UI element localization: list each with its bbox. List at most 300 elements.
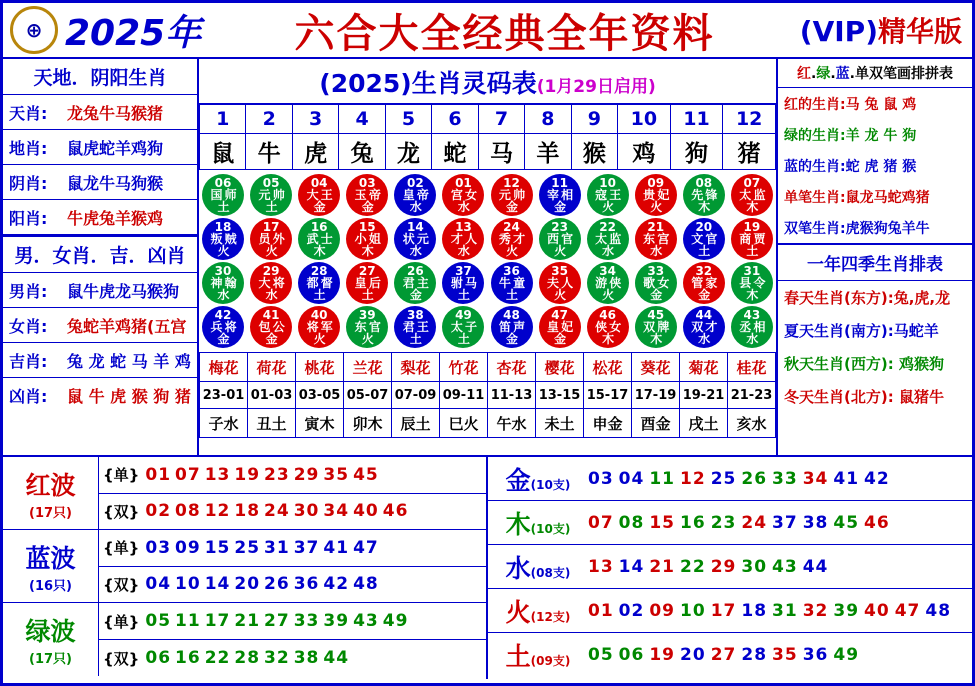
- row-label: 阴肖:: [9, 173, 48, 193]
- ball-number: 19: [743, 220, 761, 234]
- time-cell: 07-09: [392, 382, 440, 409]
- wave-name-cell: [3, 530, 99, 602]
- ball-word: 双 牌: [643, 320, 669, 334]
- element-row: [488, 457, 972, 501]
- ball-word: 笛 声: [498, 320, 525, 334]
- ball-number: 23: [551, 220, 568, 234]
- ganzhi-cell: 酉金: [632, 409, 680, 438]
- wave-table: [3, 457, 488, 679]
- ball-number: 12: [503, 176, 520, 190]
- number: 29: [293, 464, 320, 485]
- ball-word: 游 侠: [595, 276, 621, 290]
- number: 13: [204, 464, 231, 485]
- ball-word: 小 姐: [354, 232, 380, 246]
- number-ball[interactable]: [491, 306, 533, 348]
- number-ball[interactable]: [539, 306, 581, 348]
- row-label: 吉肖:: [9, 351, 48, 371]
- number: 26: [741, 468, 768, 489]
- row-value: 鼠龙马蛇鸡猪: [845, 189, 930, 206]
- number-ball[interactable]: [491, 262, 533, 304]
- number: 10: [680, 600, 706, 621]
- number: 02: [145, 501, 172, 522]
- row-label: 冬天生肖(北方): [784, 388, 888, 406]
- wave-lines: [99, 530, 486, 602]
- ball-number: 26: [406, 264, 424, 278]
- ball-word: 秀 才: [498, 232, 525, 246]
- number-ball[interactable]: [250, 218, 292, 260]
- ball-element: 金: [409, 288, 421, 302]
- number-ball[interactable]: [539, 174, 581, 216]
- element-numbers: [588, 601, 956, 621]
- season-title: 一年四季生肖排表: [778, 243, 972, 281]
- ball-number: 31: [743, 264, 761, 278]
- ball-word: 君 主: [402, 276, 428, 290]
- number: 34: [323, 501, 350, 522]
- number: 46: [864, 512, 890, 533]
- number-ball[interactable]: [394, 306, 436, 348]
- row-value: 马 兔 鼠 鸡: [845, 96, 917, 113]
- ball-word: 太 监: [595, 232, 621, 246]
- number: 36: [802, 645, 829, 665]
- number-ball[interactable]: [635, 218, 677, 260]
- number-ball[interactable]: [202, 174, 244, 216]
- number: 19: [649, 645, 676, 665]
- ganzhi-cell: 卯木: [344, 409, 392, 438]
- number-ball[interactable]: [539, 218, 581, 260]
- ball-element: 火: [217, 244, 229, 258]
- element-table: [488, 457, 972, 679]
- ball-element: 火: [313, 332, 325, 346]
- ball-number: 11: [551, 176, 568, 190]
- number: 48: [925, 600, 952, 621]
- center-title-sub: (1月29日启用): [536, 77, 656, 97]
- row-value: 虎猴狗兔羊牛: [845, 220, 930, 237]
- ball-word: 神 翰: [210, 276, 236, 290]
- number: 01: [588, 600, 614, 621]
- flower-row: [200, 353, 776, 382]
- number-ball[interactable]: [442, 218, 484, 260]
- page-title: 六合大全经典全年资料: [294, 10, 715, 57]
- ball-word: 东 宫: [643, 232, 669, 246]
- row-label: 地肖:: [9, 138, 48, 158]
- ball-number: 15: [358, 220, 376, 234]
- number: 05: [145, 611, 172, 631]
- number: 01: [145, 464, 172, 485]
- row-value: :兔,虎,龙: [887, 289, 951, 307]
- number: 43: [772, 556, 798, 577]
- ball-word: 皇 妃: [546, 320, 573, 334]
- ball-number: 10: [599, 176, 616, 190]
- number-ball[interactable]: [731, 306, 773, 348]
- ganzhi-cell: 申金: [584, 409, 632, 438]
- coin-icon: ⊕: [10, 6, 58, 54]
- wave-lines: [99, 603, 486, 676]
- parity-tag: {双}: [103, 649, 140, 668]
- number-ball[interactable]: [731, 174, 773, 216]
- ball-number: 41: [262, 308, 280, 322]
- ball-number: 34: [599, 264, 616, 278]
- number: 33: [772, 468, 798, 489]
- ball-word: 太 监: [739, 188, 765, 202]
- ball-word: 歌 女: [643, 276, 669, 290]
- column-number: 11: [670, 105, 723, 134]
- wave-name: 蓝波: [25, 543, 76, 573]
- number: 15: [649, 512, 676, 533]
- left-title-2: 男．女肖．吉．凶肖: [3, 235, 197, 273]
- element-count: (08支): [530, 565, 571, 580]
- wave-count: (17只): [29, 505, 72, 521]
- number-ball[interactable]: [346, 262, 388, 304]
- ball-number: 01: [455, 176, 472, 190]
- number-ball[interactable]: [683, 218, 725, 260]
- ball-element: 金: [265, 332, 277, 346]
- row-label: 春天生肖(东方): [784, 289, 888, 307]
- time-cell: 15-17: [584, 382, 632, 409]
- ball-word: 侠 女: [595, 320, 621, 334]
- number: 41: [833, 468, 860, 489]
- number: 25: [234, 537, 261, 558]
- number-ball[interactable]: [442, 306, 484, 348]
- number: 07: [588, 512, 614, 533]
- ball-word: 宫 女: [450, 188, 477, 202]
- number: 03: [145, 537, 172, 558]
- center-title-main: (2025)生肖灵码表: [319, 69, 537, 98]
- ball-word: 文 官: [691, 232, 717, 246]
- number-ball[interactable]: [587, 306, 629, 348]
- number-ball[interactable]: [298, 174, 340, 216]
- ball-element: 木: [746, 288, 758, 302]
- flower-cell: 葵花: [632, 353, 680, 382]
- number-ball[interactable]: [491, 218, 533, 260]
- ball-word: 太 子: [450, 320, 477, 334]
- ball-word: 员 外: [258, 232, 284, 246]
- column-zodiac: 猪: [723, 134, 776, 170]
- number-ball[interactable]: [250, 306, 292, 348]
- ball-element: 金: [505, 200, 517, 214]
- ball-word: 驸 马: [450, 276, 477, 290]
- ball-number: 32: [695, 264, 713, 278]
- row-label: 凶肖:: [9, 387, 48, 406]
- number: 37: [772, 512, 798, 533]
- ball-word: 元 帅: [258, 188, 284, 202]
- number-ball[interactable]: [442, 262, 484, 304]
- flower-cell: 梨花: [392, 353, 440, 382]
- season-row: [778, 314, 972, 347]
- ball-word: 才 人: [450, 232, 477, 246]
- number-ball[interactable]: [298, 306, 340, 348]
- wave-numbers: [145, 538, 382, 558]
- ball-row: [199, 174, 776, 216]
- ball-grid: [199, 170, 776, 352]
- wave-name: 红波: [25, 470, 76, 500]
- ball-number: 44: [695, 308, 713, 322]
- number: 35: [323, 464, 350, 485]
- row-value: : 鼠猪牛: [887, 388, 944, 406]
- wave-numbers: [145, 611, 412, 631]
- element-row: [488, 589, 972, 633]
- element-name: 水(08支): [505, 553, 571, 583]
- bottom-section: [3, 457, 972, 679]
- ball-number: 35: [551, 264, 568, 278]
- ball-element: 火: [554, 288, 566, 302]
- number-ball[interactable]: [635, 262, 677, 304]
- time-row: [200, 382, 776, 409]
- number-ball[interactable]: [202, 306, 244, 348]
- ball-element: 金: [313, 200, 325, 214]
- time-cell: 03-05: [296, 382, 344, 409]
- number: 38: [802, 512, 829, 533]
- left-row-2: [3, 378, 197, 413]
- column-number: 8: [525, 105, 571, 134]
- ball-word: 都 督: [306, 276, 332, 290]
- number: 41: [323, 537, 350, 558]
- ball-number: 29: [262, 264, 280, 278]
- number: 04: [145, 574, 172, 595]
- number: 24: [264, 501, 290, 522]
- ball-row: [199, 306, 776, 348]
- vip-suffix: 精华版: [877, 15, 962, 48]
- ball-number: 38: [406, 308, 424, 322]
- ball-number: 36: [503, 264, 520, 278]
- zodiac-row: [200, 134, 776, 170]
- ball-number: 06: [214, 176, 232, 190]
- ball-number: 16: [310, 220, 328, 234]
- number-ball[interactable]: [587, 174, 629, 216]
- column-zodiac: 龙: [385, 134, 431, 170]
- time-cell: 09-11: [440, 382, 488, 409]
- row-label: 单笔生肖:: [784, 189, 846, 206]
- number: 34: [802, 468, 829, 489]
- number: 39: [833, 600, 860, 621]
- number-ball[interactable]: [298, 218, 340, 260]
- wave-name-cell: [3, 457, 99, 529]
- ganzhi-cell: 午水: [488, 409, 536, 438]
- ball-word: 包 公: [258, 320, 284, 334]
- number-ball[interactable]: [346, 174, 388, 216]
- number: 23: [264, 464, 290, 485]
- number-ball[interactable]: [202, 218, 244, 260]
- number: 40: [353, 501, 379, 522]
- season-row: [778, 281, 972, 314]
- number: 11: [649, 468, 676, 489]
- right-column: [778, 59, 972, 455]
- ball-word: 国 师: [210, 188, 236, 202]
- wave-block: [3, 457, 486, 530]
- number: 21: [649, 556, 676, 577]
- row-value: 鼠 牛 虎 猴 狗 猪: [67, 387, 191, 406]
- number: 13: [588, 556, 614, 577]
- flower-cell: 兰花: [344, 353, 392, 382]
- ball-number: 05: [262, 176, 280, 190]
- column-zodiac: 兔: [339, 134, 385, 170]
- ball-element: 火: [505, 244, 517, 258]
- ball-number: 08: [695, 176, 713, 190]
- vip-badge: [800, 10, 962, 50]
- ball-element: 水: [409, 200, 421, 214]
- flower-cell: 竹花: [440, 353, 488, 382]
- number-ball[interactable]: [731, 218, 773, 260]
- element-row: [488, 545, 972, 589]
- number: 16: [680, 512, 706, 533]
- number: 25: [710, 468, 737, 489]
- time-cell: 13-15: [536, 382, 584, 409]
- row-value: 牛虎兔羊猴鸡: [67, 208, 164, 228]
- center-title: [199, 59, 776, 104]
- number-ball[interactable]: [491, 174, 533, 216]
- number-ball[interactable]: [394, 218, 436, 260]
- element-numbers: [588, 557, 833, 577]
- row-label: 女肖:: [9, 316, 48, 336]
- left-title: 天地．阴阳生肖: [3, 59, 197, 95]
- number: 23: [710, 512, 737, 533]
- ball-number: 09: [647, 176, 665, 190]
- number-ball[interactable]: [587, 262, 629, 304]
- number: 10: [175, 574, 201, 595]
- number: 21: [234, 611, 261, 631]
- ball-word: 玉 帝: [354, 188, 380, 202]
- row-value: 蛇 虎 猪 猴: [845, 158, 917, 175]
- ball-element: 土: [698, 244, 710, 258]
- header-year: 2025年: [65, 12, 202, 54]
- number-ball[interactable]: [442, 174, 484, 216]
- number: 42: [864, 468, 890, 489]
- number-ball[interactable]: [539, 262, 581, 304]
- ball-element: 木: [698, 200, 710, 214]
- number-ball[interactable]: [394, 262, 436, 304]
- ball-row: [199, 262, 776, 304]
- number-ball[interactable]: [250, 174, 292, 216]
- row-label: 秋天生肖(西方): [784, 355, 888, 373]
- wave-numbers: [145, 648, 353, 668]
- ball-number: 13: [455, 220, 472, 234]
- ganzhi-cell: 寅木: [296, 409, 344, 438]
- flower-cell: 松花: [584, 353, 632, 382]
- ball-element: 木: [602, 332, 614, 346]
- column-number: 1: [200, 105, 246, 134]
- row-label: 夏天生肖(南方): [784, 322, 888, 340]
- ball-element: 土: [313, 288, 325, 302]
- number-ball[interactable]: [346, 218, 388, 260]
- ball-number: 22: [599, 220, 616, 234]
- number-ball[interactable]: [731, 262, 773, 304]
- ball-element: 水: [217, 288, 229, 302]
- number: 16: [175, 648, 201, 668]
- ball-element: 金: [554, 200, 566, 214]
- ball-number: 40: [310, 308, 328, 322]
- row-label: 红的生肖:: [784, 96, 846, 113]
- ball-element: 土: [505, 288, 517, 302]
- wave-numbers: [145, 465, 382, 485]
- number: 09: [175, 537, 201, 558]
- wave-lines: [99, 457, 486, 529]
- number: 45: [833, 512, 860, 533]
- ball-row: [199, 218, 776, 260]
- left-row: [3, 200, 197, 235]
- number: 44: [323, 648, 350, 668]
- ball-word: 夫 人: [546, 276, 573, 290]
- column-number: 9: [571, 105, 617, 134]
- logo: [3, 6, 65, 54]
- ball-word: 东 官: [354, 320, 380, 334]
- wave-name-cell: [3, 603, 99, 676]
- number: 31: [772, 600, 798, 621]
- ball-element: 水: [602, 244, 614, 258]
- ball-element: 金: [698, 288, 710, 302]
- ganzhi-cell: 辰土: [392, 409, 440, 438]
- column-number: 6: [432, 105, 478, 134]
- ball-element: 水: [650, 244, 662, 258]
- left-row-2: [3, 308, 197, 343]
- number: 07: [175, 464, 201, 485]
- ball-element: 土: [361, 288, 373, 302]
- number-ball[interactable]: [587, 218, 629, 260]
- number-ball[interactable]: [635, 174, 677, 216]
- number: 32: [802, 600, 829, 621]
- number: 28: [741, 645, 768, 665]
- left-row: [3, 165, 197, 200]
- number: 33: [293, 611, 320, 631]
- ball-number: 17: [262, 220, 280, 234]
- flower-cell: 杏花: [488, 353, 536, 382]
- number: 19: [234, 464, 261, 485]
- wave-block: [3, 530, 486, 603]
- number-ball[interactable]: [346, 306, 388, 348]
- number-ball[interactable]: [250, 262, 292, 304]
- number-ball[interactable]: [394, 174, 436, 216]
- element-count: (09支): [530, 654, 571, 668]
- number: 35: [772, 645, 798, 665]
- ball-element: 金: [217, 332, 229, 346]
- ball-element: 土: [746, 244, 758, 258]
- ball-word: 县 令: [739, 276, 765, 290]
- ball-element: 土: [265, 200, 277, 214]
- ball-element: 土: [457, 288, 469, 302]
- row-label: 双笔生肖:: [784, 220, 846, 237]
- ball-number: 30: [214, 264, 232, 278]
- ball-element: 木: [313, 244, 325, 258]
- ball-number: 46: [599, 308, 616, 322]
- number: 22: [680, 556, 706, 577]
- page-header: [3, 3, 972, 59]
- number: 43: [353, 611, 379, 631]
- number-ball[interactable]: [683, 262, 725, 304]
- column-zodiac: 羊: [525, 134, 571, 170]
- number-ball[interactable]: [683, 174, 725, 216]
- ball-element: 金: [361, 200, 373, 214]
- ball-element: 金: [650, 288, 662, 302]
- flower-cell: 桂花: [728, 353, 776, 382]
- ball-element: 水: [409, 244, 421, 258]
- right-row: [778, 212, 972, 243]
- number-ball[interactable]: [202, 262, 244, 304]
- wave-line: [99, 567, 486, 603]
- number-ball[interactable]: [635, 306, 677, 348]
- row-value: 鼠虎蛇羊鸡狗: [67, 138, 164, 158]
- number: 17: [204, 611, 231, 631]
- row-value: 龙兔牛马猴猪: [67, 103, 164, 123]
- ball-element: 木: [746, 200, 758, 214]
- number-ball[interactable]: [298, 262, 340, 304]
- number-ball[interactable]: [683, 306, 725, 348]
- number: 49: [382, 611, 409, 631]
- time-cell: 01-03: [248, 382, 296, 409]
- wave-line: [99, 640, 486, 676]
- ball-word: 将 军: [306, 320, 332, 334]
- row-label: 蓝的生肖:: [784, 158, 846, 175]
- row-value: :马蛇羊: [887, 322, 939, 340]
- ball-element: 火: [554, 244, 566, 258]
- element-row: [488, 633, 972, 677]
